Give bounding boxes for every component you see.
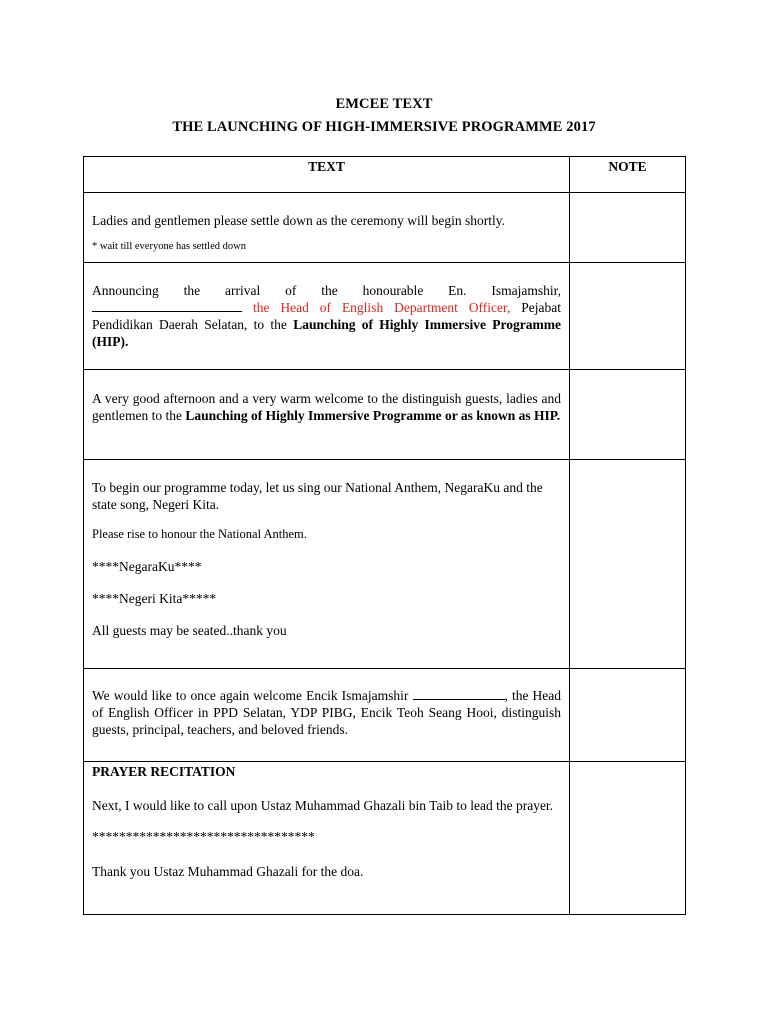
welcome-text: A very good afternoon and a very warm welcome to the distinguish guests, ladies and gentlemen to the — [92, 391, 561, 423]
table-row — [84, 370, 686, 460]
column-header-note: NOTE — [570, 157, 686, 193]
note-cell — [570, 193, 686, 263]
announcement-text: Announcing the arrival of the honourable En. Ismajamshir, — [92, 283, 561, 298]
anthem-instruction: Please rise to honour the National Anthem. — [92, 527, 307, 541]
re-welcome-text-2: , the Head of English Officer in PPD Selatan, YDP PIBG, Encik Teoh Seang Hooi, distinguish guests, principal, teachers, and beloved friends. — [92, 688, 561, 737]
anthem-negeri-kita: ****Negeri Kita***** — [92, 591, 217, 606]
table-row — [84, 669, 686, 762]
name-blank — [92, 299, 242, 312]
anthem-negaraku: ****NegaraKu**** — [92, 559, 202, 574]
text-cell — [84, 263, 570, 370]
text-cell — [84, 193, 570, 263]
prayer-separator: ********************************* — [92, 829, 315, 844]
text-cell — [84, 370, 570, 460]
welcome-line: Ladies and gentlemen please settle down as the ceremony will begin shortly. — [92, 213, 506, 228]
stage-note: * wait till everyone has settled down — [92, 241, 246, 252]
note-cell — [570, 669, 686, 762]
prayer-thanks: Thank you Ustaz Muhammad Ghazali for the doa. — [92, 864, 364, 879]
note-cell — [570, 762, 686, 915]
seating-line: All guests may be seated..thank you — [92, 623, 287, 638]
programme-name: Launching of Highly Immersive Programme or as known as HIP. — [185, 408, 561, 423]
note-cell — [570, 370, 686, 460]
welcome-paragraph — [92, 390, 561, 424]
column-header-text: TEXT — [84, 157, 570, 193]
table-row — [84, 193, 686, 263]
table-header-row — [84, 157, 686, 193]
anthem-intro: To begin our programme today, let us sing our National Anthem, NegaraKu and the state song, Negeri Kita. — [92, 480, 543, 512]
note-cell — [570, 460, 686, 669]
highlighted-title: the Head of English Department Officer, — [252, 300, 511, 315]
table-row — [84, 460, 686, 669]
table-row — [84, 762, 686, 915]
text-cell — [84, 669, 570, 762]
text-cell — [84, 460, 570, 669]
note-cell — [570, 263, 686, 370]
programme-name: Launching of Highly Immersive Programme (HIP). — [92, 317, 562, 349]
re-welcome-text: We would like to once again welcome Encik Ismajamshir — [92, 688, 409, 703]
prayer-call: Next, I would like to call upon Ustaz Muhammad Ghazali bin Taib to lead the prayer. — [92, 798, 554, 813]
name-blank — [413, 687, 505, 700]
announcement-text-2: Pejabat Pendidikan Daerah Selatan, to the — [92, 300, 562, 332]
emcee-script-table — [83, 156, 686, 915]
table-row — [84, 263, 686, 370]
re-welcome-paragraph — [92, 687, 561, 738]
document-subtitle: THE LAUNCHING OF HIGH-IMMERSIVE PROGRAMME 2017 — [172, 119, 596, 135]
document-title: EMCEE TEXT — [335, 96, 433, 112]
announcement-paragraph — [92, 282, 561, 350]
text-cell — [84, 762, 570, 915]
prayer-heading: PRAYER RECITATION — [92, 764, 236, 779]
